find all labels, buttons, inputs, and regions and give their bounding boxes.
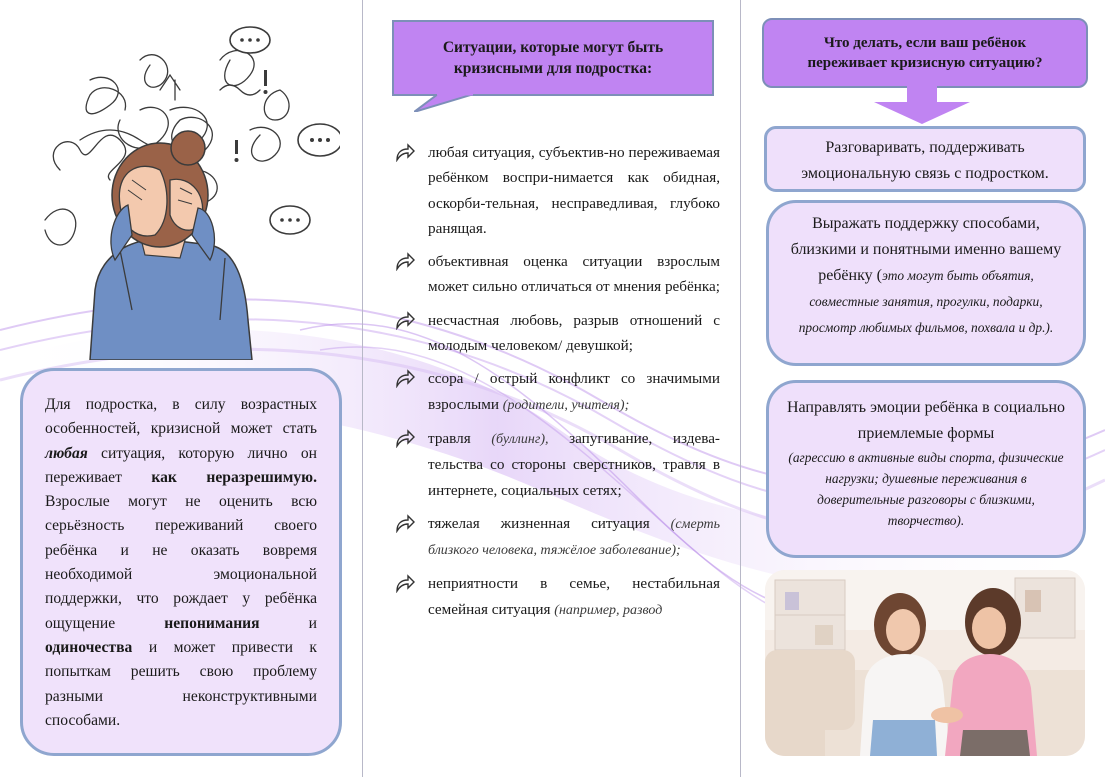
advice-support-box [766,200,1086,366]
situation-text: запугивание, издева-тельства со стороны сверстников, травля в интернете, социальных сетях; [428,429,720,499]
curved-arrow-icon [394,251,416,271]
situation-text: несчастная любовь, разрыв отношений с молодым человеком/ девушкой; [428,311,720,355]
curved-arrow-icon [394,513,416,533]
situation-text: любая ситуация, субъектив-но переживаемая ребёнком воспри-нимается как обидная, оскорби-тельная, несправедливая, глубоко ранящая. [428,144,720,237]
intro-text-part: ситуация, которую лично он переживает [45,444,317,486]
intro-emphasis-unsolvable: как неразрешимую. [151,468,317,486]
curved-arrow-icon [394,310,416,330]
situations-list [394,140,720,631]
situations-title-text: Ситуации, которые могут быть кризисными для подростка: [442,39,664,77]
mother-daughter-photo [765,570,1085,756]
intro-text-part: и [259,614,318,632]
fold-line-2 [740,0,741,777]
stressed-teen-illustration [20,20,340,360]
advice-question [762,18,1088,88]
advice-support-text: Выражать поддержку способами, близкими и понятными именно вашему ребёнку ( [790,215,1062,284]
situations-title [392,20,714,96]
down-arrow-icon [874,86,970,124]
situation-note: (например, развод [554,602,663,618]
curved-arrow-icon [394,142,416,162]
intro-text-part: и может привести к попыткам решить свою проблему разными неконструктивными способами. [45,638,317,729]
fold-line-1 [362,0,363,777]
advice-emotions-text: Направлять эмоции ребёнка в социально приемлемые формы [786,399,1066,442]
intro-emphasis-any: любая [45,444,88,462]
advice-talk-box [764,126,1086,192]
list-item [394,249,720,300]
intro-emphasis-loneliness: одиночества [45,638,133,656]
advice-question-text: Что делать, если ваш ребёнок переживает кризисную ситуацию? [807,35,1043,71]
list-item [394,426,720,503]
situation-note: (буллинг), [491,431,549,447]
list-item [394,571,720,623]
curved-arrow-icon [394,428,416,448]
list-item [394,308,720,359]
intro-emphasis-misunderstanding: непонимания [164,614,260,632]
advice-emotions-box [766,380,1086,558]
speech-bubble-tail [414,94,474,112]
intro-text-part: Для подростка, в силу возрастных особенностей, кризисной может стать [45,396,317,438]
situation-note: (смерть близкого человека, тяжёлое заболевание); [428,516,720,559]
advice-talk-text: Разговаривать, поддерживать эмоциональную связь с подростком. [801,139,1049,182]
curved-arrow-icon [394,368,416,388]
situation-note: (родители, учителя); [502,397,630,413]
list-item [394,140,720,241]
list-item [394,511,720,564]
curved-arrow-icon [394,573,416,593]
advice-support-note: это могут быть объятия, совместные занятия, прогулки, подарки, просмотр любимых фильмов, похвала и др.). [798,268,1054,335]
list-item [394,366,720,418]
situation-text: ссора / острый конфликт со значимыми взрослыми [428,370,720,413]
situation-text: тяжелая жизненная ситуация [428,514,671,532]
situation-text: травля [428,429,492,447]
situation-text: неприятности в семье, нестабильная семейная ситуация [428,575,720,618]
intro-text-box [20,368,342,756]
intro-text-part: Взрослые могут не оценить всю серьёзность переживаний своего ребёнка и не оказать вовремя необходимой эмоциональной поддержки, что рождает у ребёнка ощущение [45,493,317,632]
situation-text: объективная оценка ситуации взрослым может сильно отличаться от мнения ребёнка; [428,253,721,296]
advice-emotions-note: (агрессию в активные виды спорта, физические нагрузки; душевные переживания в доверительные разговоры с близкими, творчество). [788,450,1064,528]
